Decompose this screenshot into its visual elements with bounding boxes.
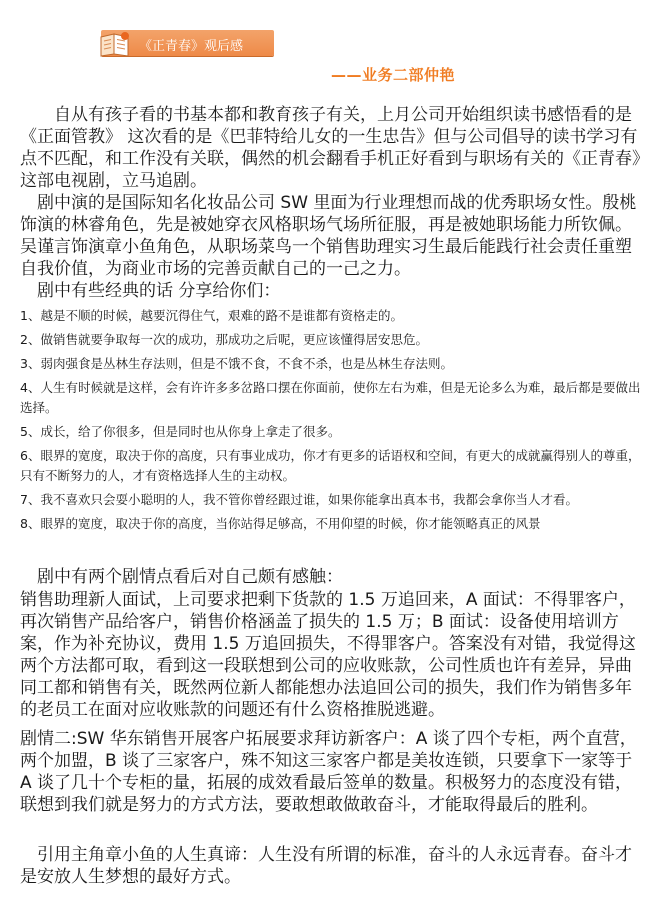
quote-item: 1、越是不顺的时候，越要沉得住气，艰难的路不是谁都有资格走的。: [20, 308, 403, 323]
book-icon: [98, 31, 132, 58]
author-byline: ——业务二部仲艳: [331, 66, 456, 84]
paragraph-closing: 引用主角章小鱼的人生真谛：人生没有所谓的标准，奋斗的人永远青春。奋斗才是安放人生梦想的最好方式。: [20, 845, 632, 887]
quote-item: 2、做销售就要争取每一次的成功，那成功之后呢，更应该懂得居安思危。: [20, 332, 428, 347]
paragraph-scene-one: 销售助理新人面试，上司要求把剩下货款的 1.5 万追回来，A 面试：不得罪客户，再次销售产品给客户，销售价格涵盖了损失的 1.5 万；B 面试：设备使用培训方案，作为补充协议，费用 1.5 万追回损失，不得罪客户。答案没有对错，我觉得这两个方法都可取，看到这一段联想到公司的应收账款，公司性质也许有差异，异曲同工都和销售有关，既然两位新人都能想办法追回公司的损失，我们作为销售多年的老员工在面对应收账款的问题还有什么资格推脱逃避。: [20, 590, 636, 720]
quote-item: 7、我不喜欢只会耍小聪明的人，我不管你曾经跟过谁，如果你能拿出真本书，我都会拿你当人才看。: [20, 492, 578, 507]
quote-item: 6、眼界的宽度，取决于你的高度，只有事业成功，你才有更多的话语权和空间，有更大的成就赢得别人的尊重，只有不断努力的人，才有资格选择人生的主动权。: [20, 448, 641, 483]
quote-item: 4、人生有时候就是这样，会有许许多多岔路口摆在你面前，使你左右为难，但是无论多么为难，最后都是要做出选择。: [20, 380, 641, 415]
article-title-badge: [101, 30, 274, 56]
quote-item: 8、眼界的宽度，取决于你的高度，当你站得足够高，不用仰望的时候，你才能领略真正的风景: [20, 516, 541, 531]
paragraph-intro: 自从有孩子看的书基本都和教育孩子有关，上月公司开始组织读书感悟看的是《正面管教》 这次看的是《巴菲特给儿女的一生忠告》但与公司倡导的读书学习有点不匹配，和工作没有关联，偶然的机会翻看手机正好看到与职场有关的《正青春》这部电视剧，立马追剧。: [20, 105, 641, 191]
quote-item: 3、弱肉强食是丛林生存法则，但是不饿不食，不食不杀，也是丛林生存法则。: [20, 356, 453, 371]
article-title: 《正青春》观后感: [139, 39, 244, 54]
paragraph-scene-two: 剧情二:SW 华东销售开展客户拓展要求拜访新客户：A 谈了四个专柜，两个直营，两个加盟，B 谈了三家客户，殊不知这三家客户都是美妆连锁，只要拿下一家等于 A 谈了几十个专柜的量，拓展的成效看最后签单的数量。积极努力的态度没有错，联想到我们就是努力的方式方法，要敢想敢做敢奋斗，才能取得最后的胜利。: [20, 729, 637, 815]
paragraph-plot: 剧中演的是国际知名化妆品公司 SW 里面为行业理想而战的优秀职场女性。殷桃饰演的林睿角色，先是被她穿衣风格职场气场所征服，再是被她职场能力所钦佩。吴谨言饰演章小鱼角色，从职场菜鸟一个销售助理实习生最后能践行社会责任重塑自我价值，为商业市场的完善贡献自己的一己之力。: [20, 193, 637, 279]
quote-list: [20, 306, 652, 538]
paragraph-quotes-intro: 剧中有些经典的话 分享给你们：: [37, 281, 281, 301]
quote-item: 5、成长，给了你很多，但是同时也从你身上拿走了很多。: [20, 424, 341, 439]
paragraph-scenes-intro: 剧中有两个剧情点看后对自己颇有感触：: [37, 567, 343, 587]
